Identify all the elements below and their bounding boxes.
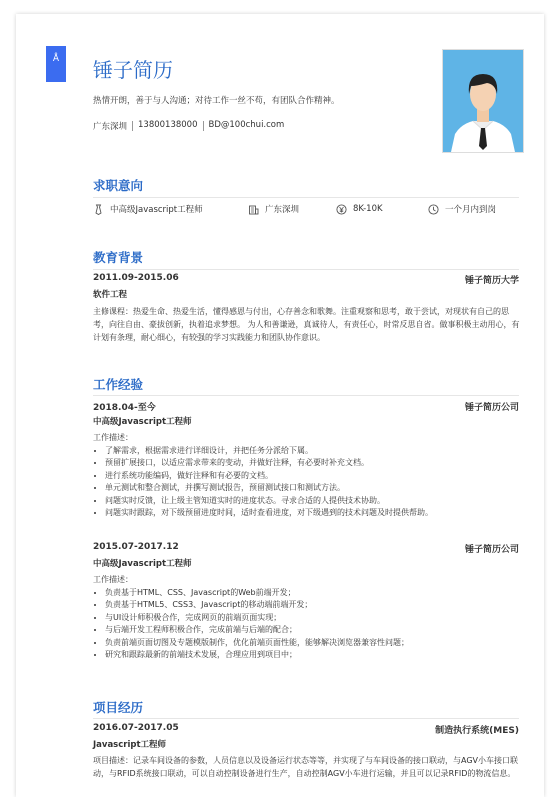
job-date: 2015.07-2017.12	[93, 542, 179, 552]
tie-icon	[93, 204, 104, 215]
education-school: 锤子简历大学	[464, 276, 519, 286]
intent-salary-label: 8K-10K	[353, 204, 383, 214]
job-date: 2018.04-至今	[93, 403, 156, 413]
job-company: 锤子简历公司	[464, 545, 519, 555]
contact-location: 广东深圳	[93, 122, 128, 132]
list-item: • 负责前端页面切图及专题模版制作，优化前端页面性能，能够解决浏览器兼容性问题；	[105, 637, 521, 650]
list-item: • 预留扩展接口，以适应需求带来的变动，并做好注释，有必要时补充文档。	[105, 457, 521, 470]
list-item: • 负责基于HTML5、CSS3、Javascript的移动端前端开发；	[105, 599, 521, 612]
list-item: • 问题实时反馈，让上级主管知道实时的进度状态。寻求合适的人提供技术协助。	[105, 495, 521, 508]
intent-location-label: 广东深圳	[265, 205, 300, 215]
list-item: • 问题实时跟踪，对下级预留进度时间，适时查看进度，对下级遇到的技术问题及时提供帮助。	[105, 507, 521, 520]
job-position: 中高级Javascript工程师	[93, 417, 192, 427]
section-divider	[93, 718, 519, 719]
resume-name: 锤子简历	[93, 58, 173, 82]
contact-info	[93, 120, 284, 132]
intent-position-label: 中高级Javascript工程师	[110, 205, 203, 215]
project-description: 项目描述：记录车间设备的参数，人员信息以及设备运行状态等等，并实现了与车间设备的接口联动，与AGV小车接口联动，与RFID系统接口联动，可以自动控制设备进行生产，自动控制AGV小车进行运输，并且可以记录RFID的物流信息。	[93, 756, 518, 778]
education-major: 软件工程	[93, 290, 128, 300]
section-title-work: 工作经验	[93, 377, 144, 392]
contact-email: BD@100chui.com	[208, 120, 285, 130]
contact-divider	[203, 121, 204, 131]
education-description: 主修课程：热爱生命、热爱生活，懂得感恩与付出，心存善念和歌舞。注重观察和思考，敢于尝试，对现状有自己的思考，向往自由、豪拔创新，执着追求梦想。 为人和善谦逊，真诚待人，有责任心，时常反思自省。做事积极主动用心，有计划有条理，耐心细心，有较强的学习实践能力和团队协作意识。	[93, 307, 520, 342]
job-company: 锤子简历公司	[464, 403, 519, 413]
job-description-label: 工作描述：	[93, 575, 133, 584]
resume-badge-icon	[46, 46, 66, 82]
profile-photo	[442, 49, 524, 153]
intent-salary	[336, 203, 428, 215]
contact-divider	[132, 121, 133, 131]
yen-icon	[336, 204, 347, 215]
job-intent-row	[93, 203, 519, 215]
section-title-education: 教育背景	[93, 250, 144, 265]
project-header	[93, 723, 519, 736]
job-duty-list	[93, 445, 521, 520]
list-item: • 单元测试和整合测试，并撰写测试报告，预留测试接口和测试方法。	[105, 482, 521, 495]
building-icon	[248, 204, 259, 215]
education-header	[93, 273, 519, 286]
project-role: Javascript工程师	[93, 740, 167, 750]
section-divider	[93, 269, 519, 270]
section-divider	[93, 395, 519, 396]
clock-icon	[428, 204, 439, 215]
list-item: • 研究和跟踪最新的前端技术发展，合理应用到项目中；	[105, 649, 521, 662]
intent-position	[93, 203, 248, 215]
intent-location	[248, 203, 336, 215]
intent-arrival	[428, 203, 496, 215]
job-duty-list	[93, 587, 521, 662]
job-header	[93, 542, 519, 555]
list-item: • 负责基于HTML、CSS、Javascript的Web前端开发；	[105, 587, 521, 600]
job-position: 中高级Javascript工程师	[93, 559, 192, 569]
job-header	[93, 400, 519, 413]
job-description	[93, 432, 521, 520]
contact-phone: 13800138000	[138, 120, 198, 130]
list-item: • 与UI设计师积极合作，完成网页的前端页面实现；	[105, 612, 521, 625]
avatar-illustration	[443, 50, 523, 152]
badge-glyph: Å	[52, 54, 60, 64]
self-intro: 热情开朗，善于与人沟通；对待工作一丝不苟，有团队合作精神。	[93, 96, 340, 106]
project-date: 2016.07-2017.05	[93, 723, 179, 733]
section-divider	[93, 197, 519, 198]
section-title-project: 项目经历	[93, 700, 144, 715]
education-date: 2011.09-2015.06	[93, 273, 179, 283]
list-item: • 进行系统功能编码，做好注释和有必要的文档。	[105, 470, 521, 483]
job-description-label: 工作描述：	[93, 433, 133, 442]
section-title-intent: 求职意向	[93, 178, 144, 193]
list-item: • 与后端开发工程师积极合作，完成前端与后端的配合；	[105, 624, 521, 637]
job-description	[93, 574, 521, 662]
project-name: 制造执行系统(MES)	[435, 726, 519, 736]
list-item: • 了解需求，根据需求进行详细设计，并把任务分派给下属。	[105, 445, 521, 458]
intent-arrival-label: 一个月内到岗	[445, 205, 497, 215]
